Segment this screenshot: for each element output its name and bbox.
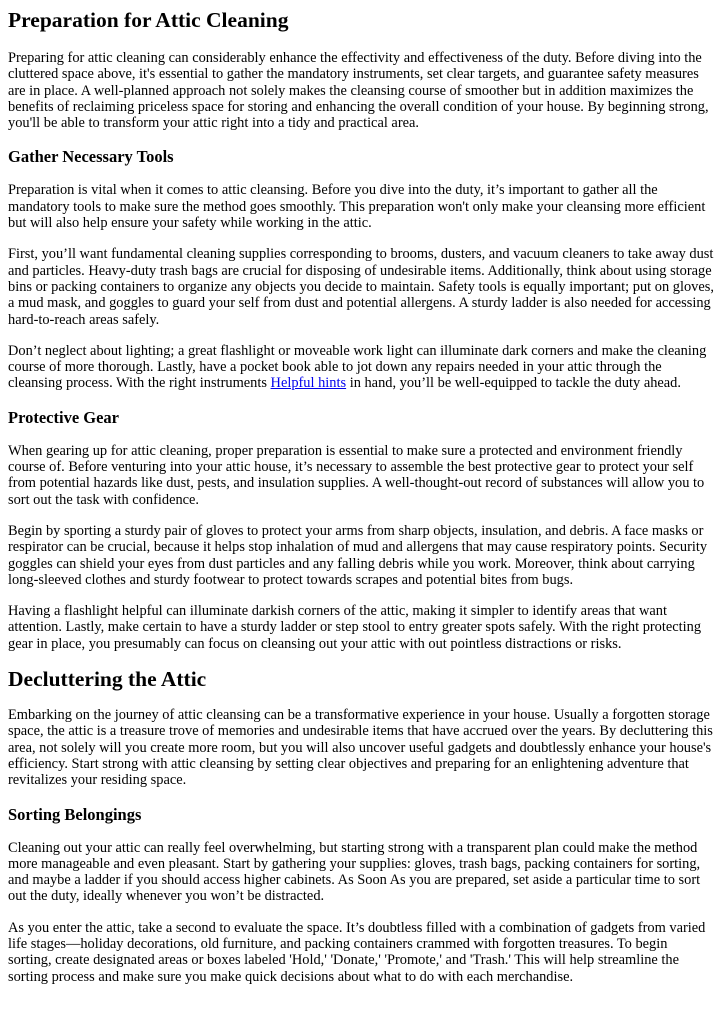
article: [0, 7, 714, 985]
paragraph-tools-1: Preparation is vital when it comes to attic cleansing. Before you dive into the duty, it’s important to gather all the mandatory tools to make sure the method goes smoothly. This preparation won't only make your cleansing more efficient but will also help ensure your safety while working in the attic.: [8, 182, 706, 232]
paragraph-sorting-2: As you enter the attic, take a second to evaluate the space. It’s doubtless filled with a combination of gadgets from varied life stages—holiday decorations, old furniture, and packing containers crammed with forgotten treasures. To begin sorting, create designated areas or boxes labeled 'Hold,' 'Donate,' 'Promote,' and 'Trash.' This will help streamline the sorting process and make sure you make quick decisions about what to do with each merchandise.: [8, 919, 706, 985]
heading-preparation: Preparation for Attic Cleaning: [8, 8, 289, 32]
helpful-hints-link[interactable]: Helpful hints: [270, 375, 347, 392]
paragraph-gear-2: Begin by sporting a sturdy pair of gloves to protect your arms from sharp objects, insulation, and debris. A face masks or respirator can be crucial, because it helps stop inhalation of mud and allergens that may cause respiratory points. Security goggles can shield your eyes from dust particles and any falling debris while you work. Moreover, think about carrying long-sleeved clothes and sturdy footwear to protect towards scrapes and potential bites from bugs.: [8, 522, 708, 588]
paragraph-sorting-1: Cleaning out your attic can really feel overwhelming, but starting strong with a transparent plan could make the method more manageable and even pleasant. Start by gathering your supplies: gloves, trash bags, packing containers for sorting, and maybe a ladder if you should access higher cabinets. As Soon As you are prepared, set aside a particular time to sort out the duty, ideally whenever you won’t be distracted.: [8, 839, 701, 905]
paragraph-tools-3-before: Don’t neglect about lighting; a great flashlight or moveable work light can illuminate dark corners and make the cleaning course of more thorough. Lastly, have a pocket book able to jot down any repairs needed in your attic through the cleansing process. With the right instruments: [8, 342, 707, 392]
heading-sorting-belongings: Sorting Belongings: [8, 804, 142, 824]
heading-protective-gear: Protective Gear: [8, 407, 120, 427]
paragraph-intro: Preparing for attic cleaning can considerably enhance the effectivity and effectiveness of the duty. Before diving into the cluttered space above, it's essential to gather the mandatory instruments, set clear targets, and guarantee safety measures are in place. A well-planned approach not solely makes the cleansing course of smoother but in addition maximizes the benefits of reclaiming priceless space for storing and enhancing the overall condition of your house. By beginning strong, you'll be able to transform your attic right into a tidy and practical area.: [8, 50, 709, 132]
paragraph-tools-2: First, you’ll want fundamental cleaning supplies corresponding to brooms, dusters, and vacuum cleaners to take away dust and particles. Heavy-duty trash bags are crucial for disposing of undesirable items. Additionally, think about using storage bins or packing containers to organize any objects you decide to maintain. Safety tools is equally important; put on gloves, a mud mask, and goggles to guard your self from dust and potential allergens. A sturdy ladder is also needed for accessing hard-to-reach areas safely.: [8, 246, 714, 328]
paragraph-tools-3: [8, 343, 714, 392]
paragraph-gear-3: Having a flashlight helpful can illuminate darkish corners of the attic, making it simpler to identify areas that want attention. Lastly, make certain to have a sturdy ladder or step stool to entry greater spots safely. With the right protecting gear in place, you presumably can focus on cleansing out your attic with out pointless distractions or risks.: [8, 603, 702, 652]
paragraph-gear-1: When gearing up for attic cleaning, proper preparation is essential to make sure a protected and environment friendly course of. Before venturing into your attic house, it’s necessary to assemble the best protective gear to protect your self from potential hazards like dust, pests, and insulation supplies. A well-thought-out record of substances will allow you to sort out the task with confidence.: [8, 442, 705, 508]
paragraph-tools-3-after: in hand, you’ll be well-equipped to tackle the duty ahead.: [346, 375, 681, 392]
paragraph-declutter-1: Embarking on the journey of attic cleansing can be a transformative experience in your house. Usually a forgotten storage space, the attic is a treasure trove of memories and undesirable items that have accrued over the years. By decluttering this area, not solely will you create more room, but you will also uncover useful gadgets and doubtlessly enhance your house's efficiency. Start strong with attic cleansing by setting clear objectives and preparing for an enlightening adventure that revitalizes your residing space.: [8, 707, 713, 789]
heading-decluttering: Decluttering the Attic: [8, 667, 207, 692]
heading-gather-tools: Gather Necessary Tools: [8, 147, 174, 167]
